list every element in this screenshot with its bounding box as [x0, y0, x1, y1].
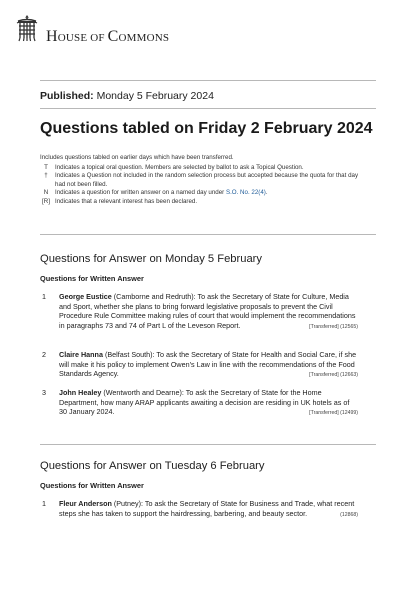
published-label: Published: [40, 90, 94, 102]
legend-symbol: T [44, 163, 48, 171]
question-item [40, 388, 358, 419]
constituency: (Wentworth and Dearne): [101, 388, 186, 397]
legend-item [40, 198, 370, 207]
legend-item [40, 189, 370, 198]
constituency: (Putney): [111, 499, 145, 508]
divider [40, 108, 376, 109]
question-reference: [Transferred] (12565) [309, 323, 358, 330]
question-number: 1 [42, 292, 46, 301]
question-number: 1 [42, 499, 46, 508]
legend-symbol: N [43, 189, 49, 197]
question-text: To ask the Secretary of State for Culture, Media and Sport, whether she plans to bring forward legislative proposals to prevent the Civil Procedure Rule Committee making rules of court that would implement the recommendations in paragraphs 73 and 74 of Part L of the Leveson Report. [59, 292, 356, 330]
legend-intro: Includes questions tabled on earlier days which have been transferred. [40, 154, 234, 161]
masthead [16, 14, 386, 54]
section-heading: Questions for Answer on Tuesday 6 February [40, 460, 265, 472]
legend-item [40, 164, 370, 173]
legend-item [40, 172, 370, 189]
question-reference: [Transferred] (12663) [309, 372, 358, 379]
section-heading: Questions for Answer on Monday 5 February [40, 253, 262, 265]
question-text: To ask the Secretary of State for Health and Social Care, if she will make it his policy to implement Owen's Law in line with the recommendations of the Food Standards Agency. [59, 350, 357, 379]
member-name: Claire Hanna [59, 350, 103, 359]
legend-symbol: [R] [42, 197, 50, 205]
divider [40, 80, 376, 81]
divider [40, 444, 376, 445]
question-text: To ask the Secretary of State for the Home Department, how many ARAP applicants awaiting a decision are residing in UK hotels as of 30 January 2024. [59, 388, 350, 417]
legend-symbol: † [44, 172, 48, 180]
member-name: George Eustice [59, 292, 112, 301]
question-body [59, 292, 358, 330]
question-text: To ask the Secretary of State for Business and Trade, what recent steps she has taken to support the hairdressing, barbering, and beauty sector. [59, 499, 355, 518]
question-item [40, 499, 358, 520]
house-of-commons-wordmark: HOUSE OF COMMONS [46, 28, 170, 45]
legend-text: Indicates a topical oral question. Members are selected by ballot to ask a Topical Question. [55, 163, 304, 171]
section-subheading: Questions for Written Answer [40, 274, 144, 283]
member-name: John Healey [59, 388, 102, 397]
symbol-legend [40, 154, 370, 207]
question-body [59, 499, 358, 518]
legend-text: Indicates a Question not included in the random selection process but accepted because the quota for that day had not been filled. [55, 172, 359, 188]
member-name: Fleur Anderson [59, 499, 112, 508]
question-reference: [Transferred] (12499) [309, 410, 358, 417]
question-item [40, 292, 358, 332]
legend-text: Indicates a question for written answer on a named day under S.O. No. 22(4). [55, 189, 268, 197]
question-number: 3 [42, 388, 46, 397]
divider [40, 234, 376, 235]
question-number: 2 [42, 350, 46, 359]
page-title: Questions tabled on Friday 2 February 2024 [40, 120, 373, 137]
legend-text: Indicates that a relevant interest has been declared. [55, 197, 198, 205]
constituency: (Belfast South): [102, 350, 157, 359]
question-body [59, 350, 358, 379]
question-body [59, 388, 358, 417]
question-reference: (12868) [340, 511, 358, 518]
section-subheading: Questions for Written Answer [40, 481, 144, 490]
constituency: (Camborne and Redruth): [111, 292, 198, 301]
published-date: Monday 5 February 2024 [96, 90, 214, 102]
published-line [40, 90, 214, 102]
standing-order-link[interactable]: S.O. No. 22(4) [225, 189, 266, 197]
question-item [40, 350, 358, 381]
portcullis-logo-icon [16, 14, 38, 42]
